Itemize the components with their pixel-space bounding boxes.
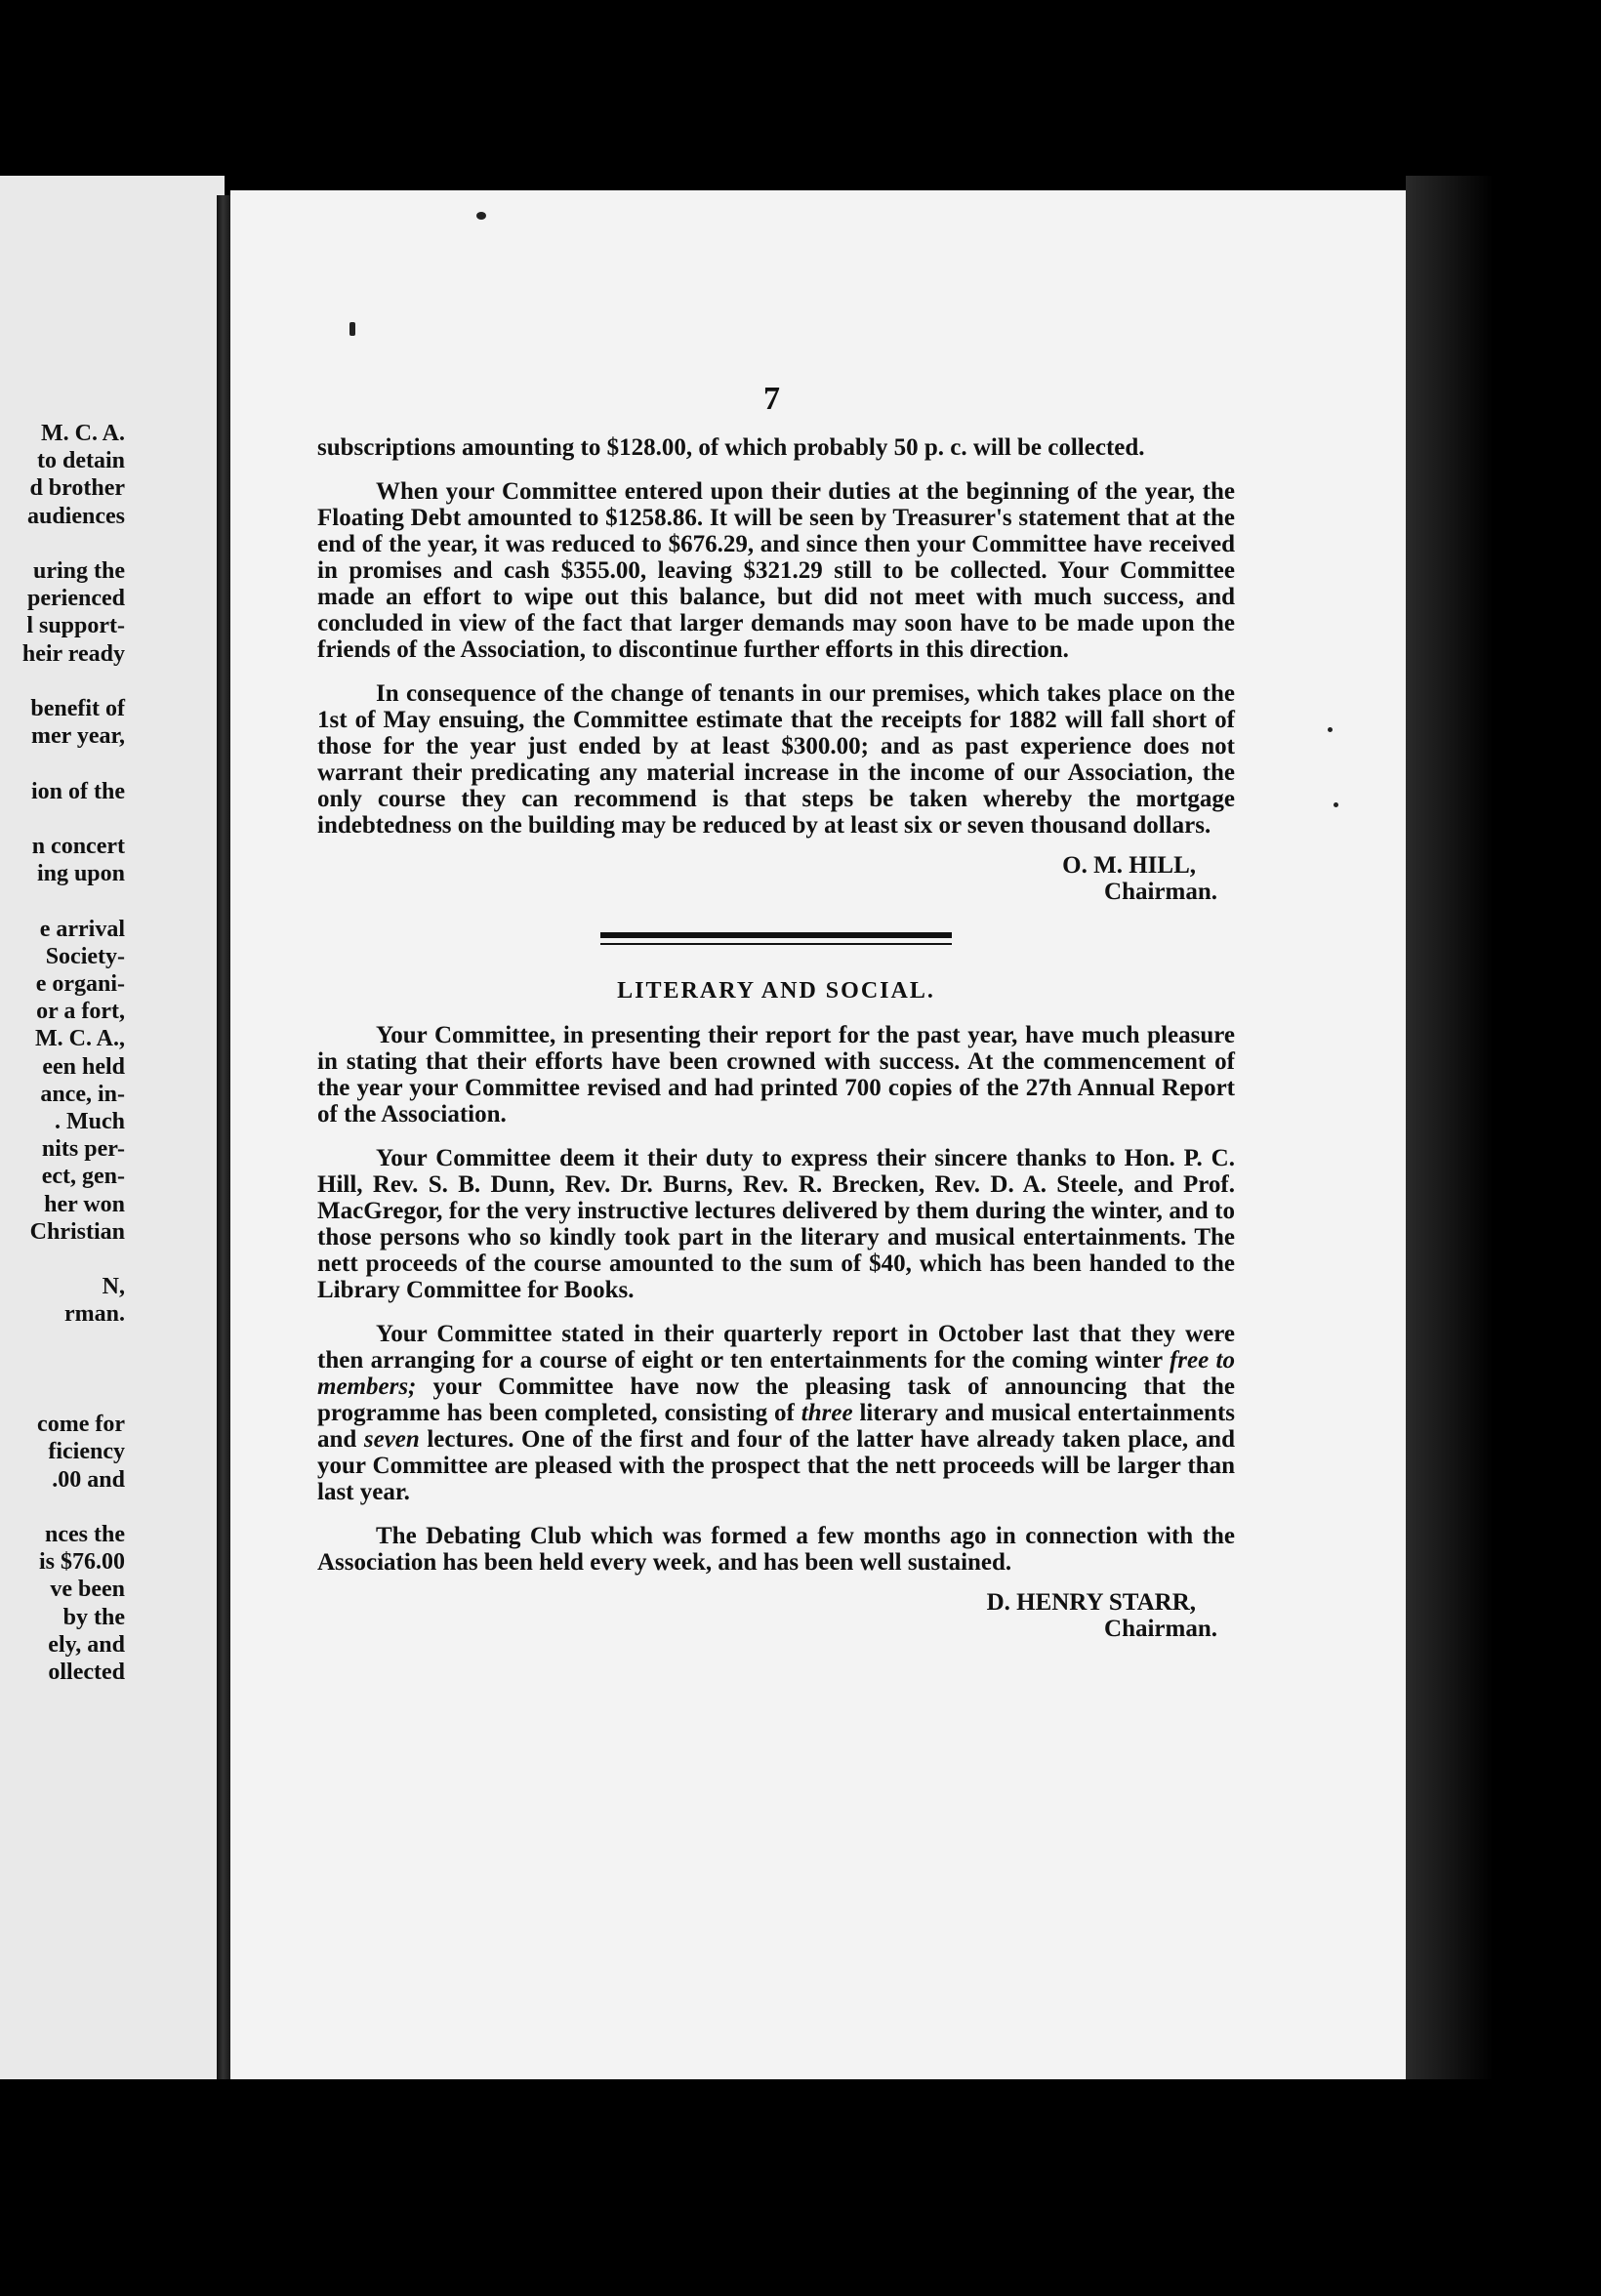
left-margin-line: come for <box>37 1412 125 1438</box>
left-margin-line: audiences <box>26 503 125 529</box>
left-margin-line: l support- <box>26 613 125 639</box>
left-margin-line: Society- <box>45 943 125 969</box>
left-margin-line: or a fort, <box>36 999 125 1025</box>
section-divider <box>600 932 952 945</box>
left-margin-line: ion of the <box>31 778 125 804</box>
left-margin-line: mer year, <box>31 723 125 750</box>
literary-signature <box>317 1589 1235 1642</box>
left-margin-line: Christian <box>29 1218 125 1245</box>
left-margin-line: n concert <box>31 834 125 859</box>
finance-paragraph-1: When your Committee entered upon their duties at the beginning of the year, the Floating Debt amounted to $1258.86. It will be seen by Treasurer's statement that at the end of the year, it was reduced to $676.29, and since then your Committee have received in promises and cash $355.00, leaving $321.29 still to be collected. Your Committee made an effort to wipe out this balance, but did not meet with much success, and concluded in view of the fact that larger demands may soon have to be made upon the friends of the Association, to discontinue further efforts in this direction. <box>317 478 1235 663</box>
italic-seven: seven <box>363 1426 420 1453</box>
scan-border-top <box>0 0 1601 132</box>
left-margin-line: ollected <box>48 1660 125 1685</box>
literary-signature-name: D. HENRY STARR, <box>986 1589 1196 1616</box>
left-margin-line: N, <box>102 1274 125 1300</box>
left-margin-line: e arrival <box>39 916 125 942</box>
literary-paragraph-2: Your Committee deem it their duty to express their sincere thanks to Hon. P. C. Hill, Rev. S. B. Dunn, Rev. Dr. Burns, Rev. R. Brecken, Rev. D. A. Steele, and Prof. MacGregor, for the very instructive lectures delivered by them during the winter, and to those persons who so kindly took part in the literary and musical entertainments. The nett proceeds of the course amounted to the sum of $40, which has been handed to the Library Committee for Books. <box>317 1145 1235 1303</box>
scan-border-right <box>1406 176 1601 2296</box>
left-margin-line: ance, in- <box>40 1081 125 1107</box>
left-margin-line: nits per- <box>41 1136 125 1163</box>
literary-paragraph-1: Your Committee, in presenting their report for the past year, have much pleasure in stating that their efforts have been crowned with success. At the commencement of the year your Committee revised and had printed 700 copies of the 27th Annual Report of the Association. <box>317 1022 1235 1128</box>
left-margin-line: . Much <box>55 1109 125 1134</box>
scan-border-bottom <box>0 2079 1601 2296</box>
page-body <box>317 376 1235 1642</box>
italic-free-to-members: free to members; <box>317 1347 1235 1400</box>
finance-signature-role: Chairman. <box>1104 879 1217 905</box>
left-margin-line: is $76.00 <box>38 1549 125 1576</box>
left-margin-line: perienced <box>27 586 125 612</box>
left-margin-line: rman. <box>64 1301 125 1328</box>
finance-paragraph-2: In consequence of the change of tenants in our premises, which takes place on the 1st of May ensuing, the Committee estimate that the receipts for 1882 will fall short of those for the year just ended by at least $300.00; and as past experience does not warrant their predicating any material increase in the income of our Association, the only course they can recommend is that steps be taken whereby the mortgage indebtedness on the building may be reduced by at least six or seven thousand dollars. <box>317 680 1235 839</box>
left-margin-line: uring the <box>32 558 125 584</box>
left-margin-line: heir ready <box>21 640 125 667</box>
literary-signature-role: Chairman. <box>1104 1616 1217 1642</box>
literary-paragraph-4: The Debating Club which was formed a few months ago in connection with the Association has been held every week, and has been well sustained. <box>317 1523 1235 1576</box>
left-margin-line: .00 and <box>52 1466 125 1493</box>
left-margin-line: ect, gen- <box>41 1164 125 1190</box>
finance-opening: subscriptions amounting to $128.00, of which probably 50 p. c. will be collected. <box>317 434 1145 461</box>
left-margin-line: by the <box>62 1604 125 1630</box>
finance-report <box>317 434 1235 905</box>
finance-signature <box>317 852 1235 905</box>
literary-paragraph-3: Your Committee stated in their quarterly report in October last that they were then arranging for a course of eight or ten entertainments for the coming winter free to members; your Committee have now the pleasing task of announcing that the programme has been completed, consisting of three literary and musical entertainments and seven lectures. One of the first and four of the latter have already taken place, and your Committee are pleased with the prospect that the nett proceeds will be larger than last year. <box>317 1321 1235 1505</box>
left-margin-line: her won <box>44 1191 125 1217</box>
left-margin-line: to detain <box>37 448 125 474</box>
italic-three: three <box>800 1400 853 1426</box>
finance-signature-name: O. M. HILL, <box>1062 852 1196 879</box>
literary-report <box>317 978 1235 1642</box>
left-margin-line: ing upon <box>36 861 125 887</box>
left-margin-line: ve been <box>50 1577 125 1603</box>
page-number: 7 <box>763 381 780 417</box>
left-margin-line: benefit of <box>30 696 125 721</box>
left-margin-line: e organi- <box>35 971 125 997</box>
left-page-fragment <box>0 176 225 2079</box>
left-margin-line: ficiency <box>48 1439 125 1465</box>
ink-speck <box>1328 727 1333 732</box>
ink-speck <box>1334 802 1338 807</box>
left-margin-line: nces the <box>45 1522 125 1547</box>
ink-speck <box>476 212 486 220</box>
left-margin-line: M. C. A., <box>35 1026 125 1052</box>
left-margin-line: M. C. A. <box>41 421 125 446</box>
left-margin-line: ely, and <box>48 1631 125 1658</box>
section-heading: LITERARY AND SOCIAL. <box>617 978 935 1004</box>
left-margin-line: d brother <box>29 475 125 502</box>
left-margin-line: een held <box>42 1053 125 1080</box>
ink-speck <box>349 322 355 336</box>
